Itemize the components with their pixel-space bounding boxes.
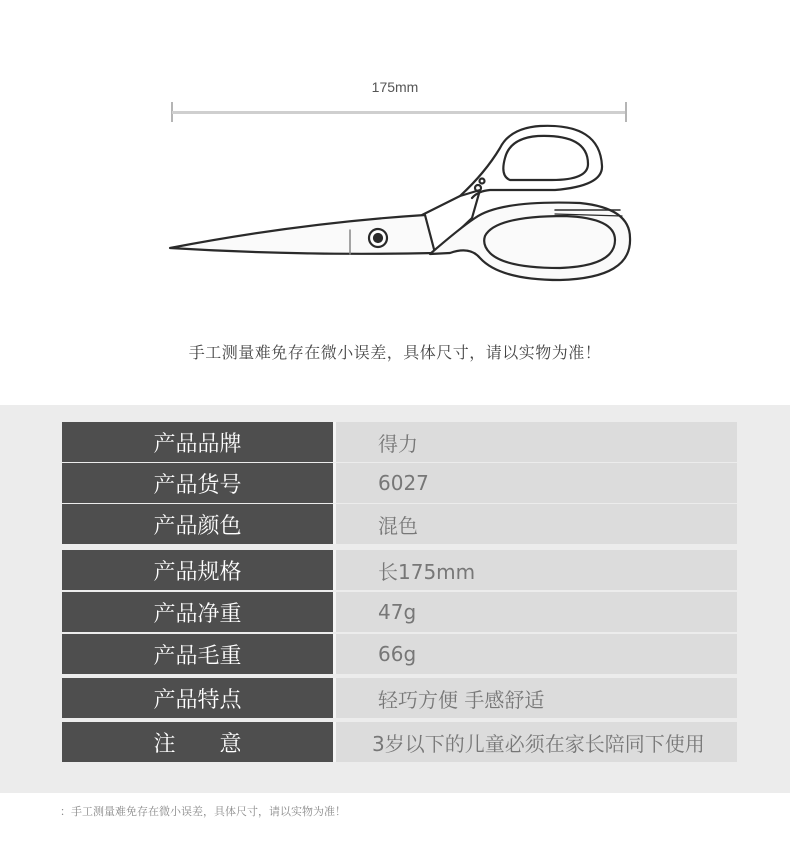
spec-value: 混色 [336,504,737,544]
spec-key: 产品净重 [62,592,333,632]
spec-value: 47g [336,592,737,632]
spec-row-size [62,550,737,590]
measurement-note: 手工测量难免存在微小误差，具体尺寸，请以实物为准！ [188,343,602,362]
dimension-line [172,111,626,114]
spec-row-gross-weight [62,634,737,674]
spec-key: 产品品牌 [62,422,333,462]
spec-value: 长175mm [336,550,737,590]
spec-row-caution [62,722,737,762]
spec-key: 产品规格 [62,550,333,590]
spec-value: 66g [336,634,737,674]
spec-row-color [62,504,737,544]
spec-value: 3岁以下的儿童必须在家长陪同下使用 [336,722,737,762]
spec-row-item-number [62,463,737,503]
spec-value: 轻巧方便 手感舒适 [336,678,737,718]
spec-value: 得力 [336,422,737,462]
dimension-label: 175mm [371,79,419,95]
scissors-illustration [160,118,640,293]
spec-row-features [62,678,737,718]
spec-key: 产品颜色 [62,504,333,544]
measurement-note-bottom: ：手工测量难免存在微小误差，具体尺寸，请以实物为准！ [60,805,346,818]
spec-key: 注 意 [62,722,333,762]
spec-value: 6027 [336,463,737,503]
spec-row-net-weight [62,592,737,632]
spec-table [0,405,790,793]
spec-row-brand [62,422,737,462]
spec-key: 产品毛重 [62,634,333,674]
spec-key: 产品货号 [62,463,333,503]
spec-key: 产品特点 [62,678,333,718]
